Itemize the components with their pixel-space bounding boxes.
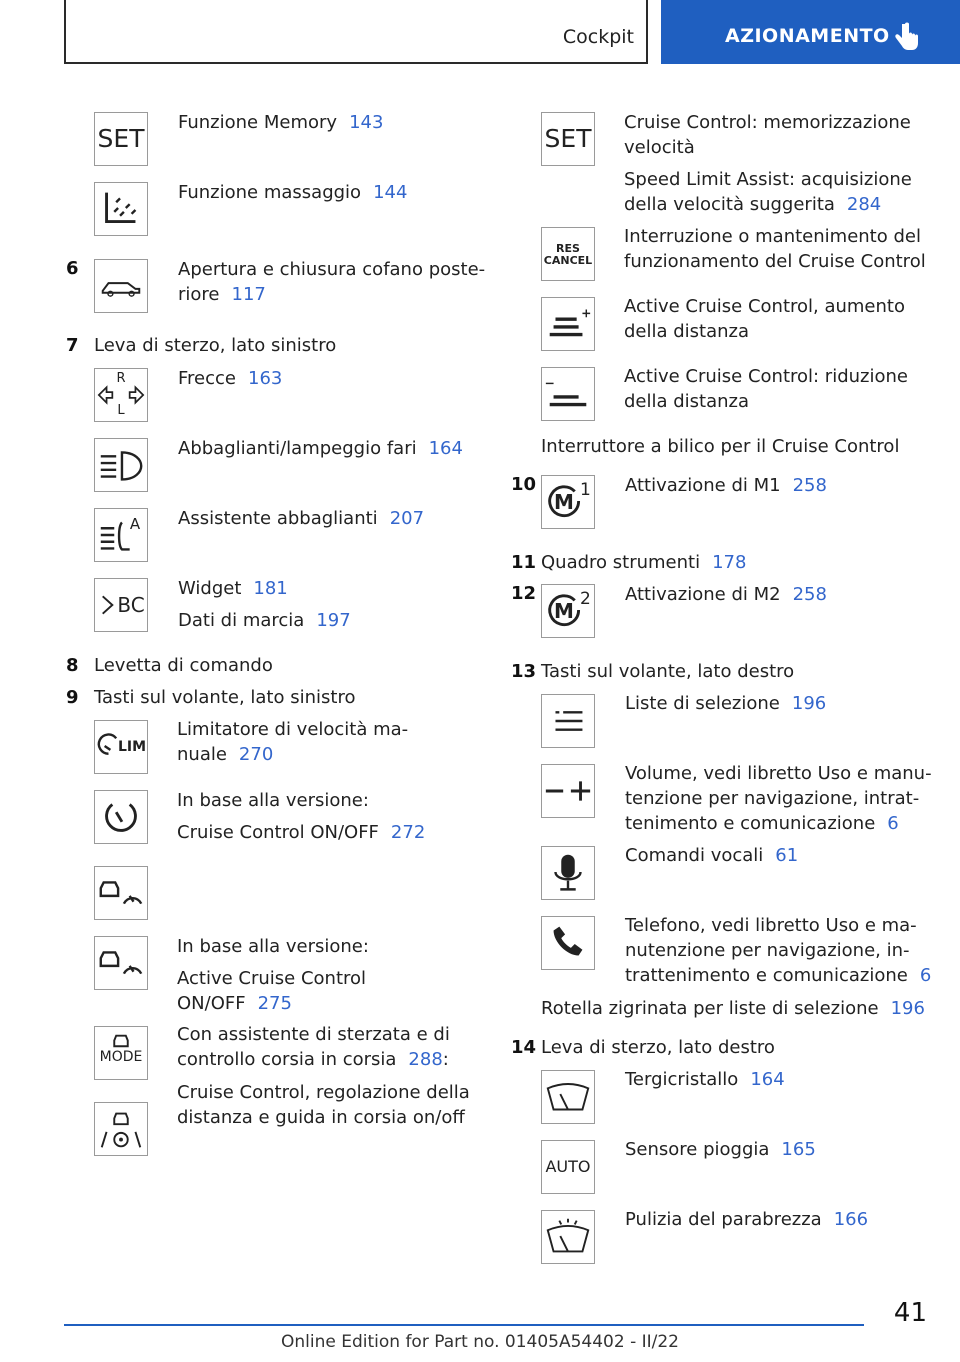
turn-signal-icon: R L xyxy=(94,368,148,422)
res-cancel-icon: RES CANCEL xyxy=(541,227,595,281)
rain-sensor-icon: AUTO xyxy=(541,1140,595,1194)
item-number: 12 xyxy=(511,583,537,604)
washer-item: Pulizia del parabrezza 166 xyxy=(625,1209,869,1230)
car-trunk-icon xyxy=(94,259,148,313)
wiper-item: Tergicristallo 164 xyxy=(625,1069,785,1090)
speed-limiter-item: Limitatore di velocità ma- nuale 270 xyxy=(177,719,409,765)
lane-assist-mode-item: Con assistente di sterzata e di controllo corsia in corsia 288: xyxy=(177,1024,450,1070)
massage-item: Funzione massaggio 144 xyxy=(178,182,408,203)
massage-seat-icon xyxy=(94,182,148,236)
cruise-set-item: Cruise Control: memorizzazione velocità Speed Limit Assist: acquisizione della velocità suggerita 284 xyxy=(624,112,912,215)
wiper-icon xyxy=(541,1070,595,1124)
header-section-box xyxy=(661,0,960,64)
thumbwheel-item: Rotella zigrinata per liste di selezione 196 xyxy=(541,998,925,1019)
section-label: Leva di sterzo, lato sinistro xyxy=(94,335,337,356)
set-icon: SET xyxy=(94,112,148,166)
header-title: Cockpit xyxy=(562,26,634,48)
memory-item: Funzione Memory 143 xyxy=(178,112,384,133)
page-ref[interactable]: 284 xyxy=(846,194,882,215)
rain-sensor-item: Sensore pioggia 165 xyxy=(625,1139,816,1160)
cruise-control-item: In base alla versione: Cruise Control ON/OFF 272 xyxy=(177,790,426,843)
high-beam-icon xyxy=(94,438,148,492)
m1-icon: M 1 xyxy=(541,475,595,529)
phone-item: Telefono, vedi libretto Uso e ma- nutenzione per navigazione, in- trattenimento e comunicazione 6 xyxy=(625,915,932,986)
page-ref[interactable]: 61 xyxy=(775,845,799,866)
page-ref[interactable]: 207 xyxy=(389,508,425,529)
page-ref[interactable]: 178 xyxy=(712,552,747,573)
page-ref[interactable]: 166 xyxy=(833,1209,869,1230)
section-label: Tasti sul volante, lato destro xyxy=(541,661,795,682)
section-label: Leva di sterzo, lato destro xyxy=(541,1037,775,1058)
high-beam-assistant-item: Assistente abbaglianti 207 xyxy=(178,508,425,529)
cruise-control-icon xyxy=(94,790,148,844)
turn-signal-item: Frecce 163 xyxy=(178,368,283,389)
selection-list-item: Liste di selezione 196 xyxy=(625,693,827,714)
windshield-washer-icon xyxy=(541,1210,595,1264)
m1-item: Attivazione di M1 258 xyxy=(625,475,827,496)
item-number: 9 xyxy=(66,687,79,708)
distance-increase-icon xyxy=(541,297,595,351)
m2-item: Attivazione di M2 258 xyxy=(625,584,827,605)
item-number: 14 xyxy=(511,1037,537,1058)
active-cruise-control-icon xyxy=(94,866,148,920)
active-cruise-control-icon xyxy=(94,936,148,990)
cruise-lane-item: Cruise Control, regolazione della distanza e guida in corsia on/off xyxy=(177,1082,470,1128)
mode-icon: MODE xyxy=(94,1026,148,1080)
page-ref[interactable]: 181 xyxy=(253,578,288,599)
page-ref[interactable]: 258 xyxy=(792,584,827,605)
page-ref[interactable]: 144 xyxy=(373,182,408,203)
page-ref[interactable]: 6 xyxy=(919,965,932,986)
item-number: 11 xyxy=(511,552,537,573)
item-number: 13 xyxy=(511,661,537,682)
page-ref[interactable]: 143 xyxy=(349,112,384,133)
high-beam-item: Abbaglianti/lampeggio fari 164 xyxy=(178,438,463,459)
distance-decrease-item: Active Cruise Control: riduzione della distanza xyxy=(624,366,908,412)
m2-icon: M 2 xyxy=(541,584,595,638)
res-cancel-item: Interruzione o mantenimento del funzionamento del Cruise Control xyxy=(624,226,926,272)
distance-decrease-icon xyxy=(541,367,595,421)
footer-divider xyxy=(64,1324,864,1326)
steering-lane-icon xyxy=(94,1102,148,1156)
page-ref[interactable]: 288 xyxy=(408,1049,443,1070)
page-ref[interactable]: 258 xyxy=(792,475,827,496)
item-number: 6 xyxy=(66,258,79,279)
set-icon: SET xyxy=(541,112,595,166)
trunk-item: Apertura e chiusura cofano poste- riore 117 xyxy=(178,259,486,305)
rocker-switch-label: Interruttore a bilico per il Cruise Control xyxy=(541,436,900,457)
page-ref[interactable]: 117 xyxy=(231,284,266,305)
item-number: 10 xyxy=(511,474,537,495)
hand-pointer-icon xyxy=(893,22,919,52)
section-label: Tasti sul volante, lato sinistro xyxy=(94,687,356,708)
volume-icon xyxy=(541,764,595,818)
page-ref[interactable]: 270 xyxy=(238,744,274,765)
page-ref[interactable]: 6 xyxy=(887,813,899,834)
list-icon xyxy=(541,694,595,748)
page-ref[interactable]: 163 xyxy=(248,368,283,389)
page-ref[interactable]: 197 xyxy=(316,610,351,631)
voice-command-item: Comandi vocali 61 xyxy=(625,845,799,866)
footer-edition: Online Edition for Part no. 01405A54402 - II/22 xyxy=(280,1332,679,1352)
bc-icon: BC xyxy=(94,578,148,632)
page-ref[interactable]: 196 xyxy=(791,693,827,714)
page-ref[interactable]: 275 xyxy=(257,993,292,1014)
page-ref[interactable]: 164 xyxy=(428,438,463,459)
page-number: 41 xyxy=(893,1298,927,1328)
header-section: AZIONAMENTO xyxy=(725,25,890,47)
page-ref[interactable]: 272 xyxy=(390,822,426,843)
instrument-cluster-item: Quadro strumenti 178 xyxy=(541,552,747,573)
volume-item: Volume, vedi libretto Uso e manu- tenzione per navigazione, intrat- tenimento e comunicazione 6 xyxy=(625,763,932,834)
item-number: 8 xyxy=(66,655,79,676)
distance-increase-item: Active Cruise Control, aumento della distanza xyxy=(624,296,905,342)
header-title-box xyxy=(64,0,648,64)
page-ref[interactable]: 165 xyxy=(781,1139,816,1160)
active-cruise-control-item: In base alla versione: Active Cruise Control ON/OFF 275 xyxy=(177,936,369,1014)
microphone-icon xyxy=(541,846,595,900)
widget-item: Widget 181 Dati di marcia 197 xyxy=(178,578,351,631)
section-label: Levetta di comando xyxy=(94,655,273,676)
speed-limiter-icon: LIM xyxy=(94,720,148,774)
page-ref[interactable]: 196 xyxy=(890,998,925,1019)
page-ref[interactable]: 164 xyxy=(750,1069,785,1090)
high-beam-assistant-icon: A xyxy=(94,508,148,562)
item-number: 7 xyxy=(66,335,79,356)
phone-icon xyxy=(541,916,595,970)
